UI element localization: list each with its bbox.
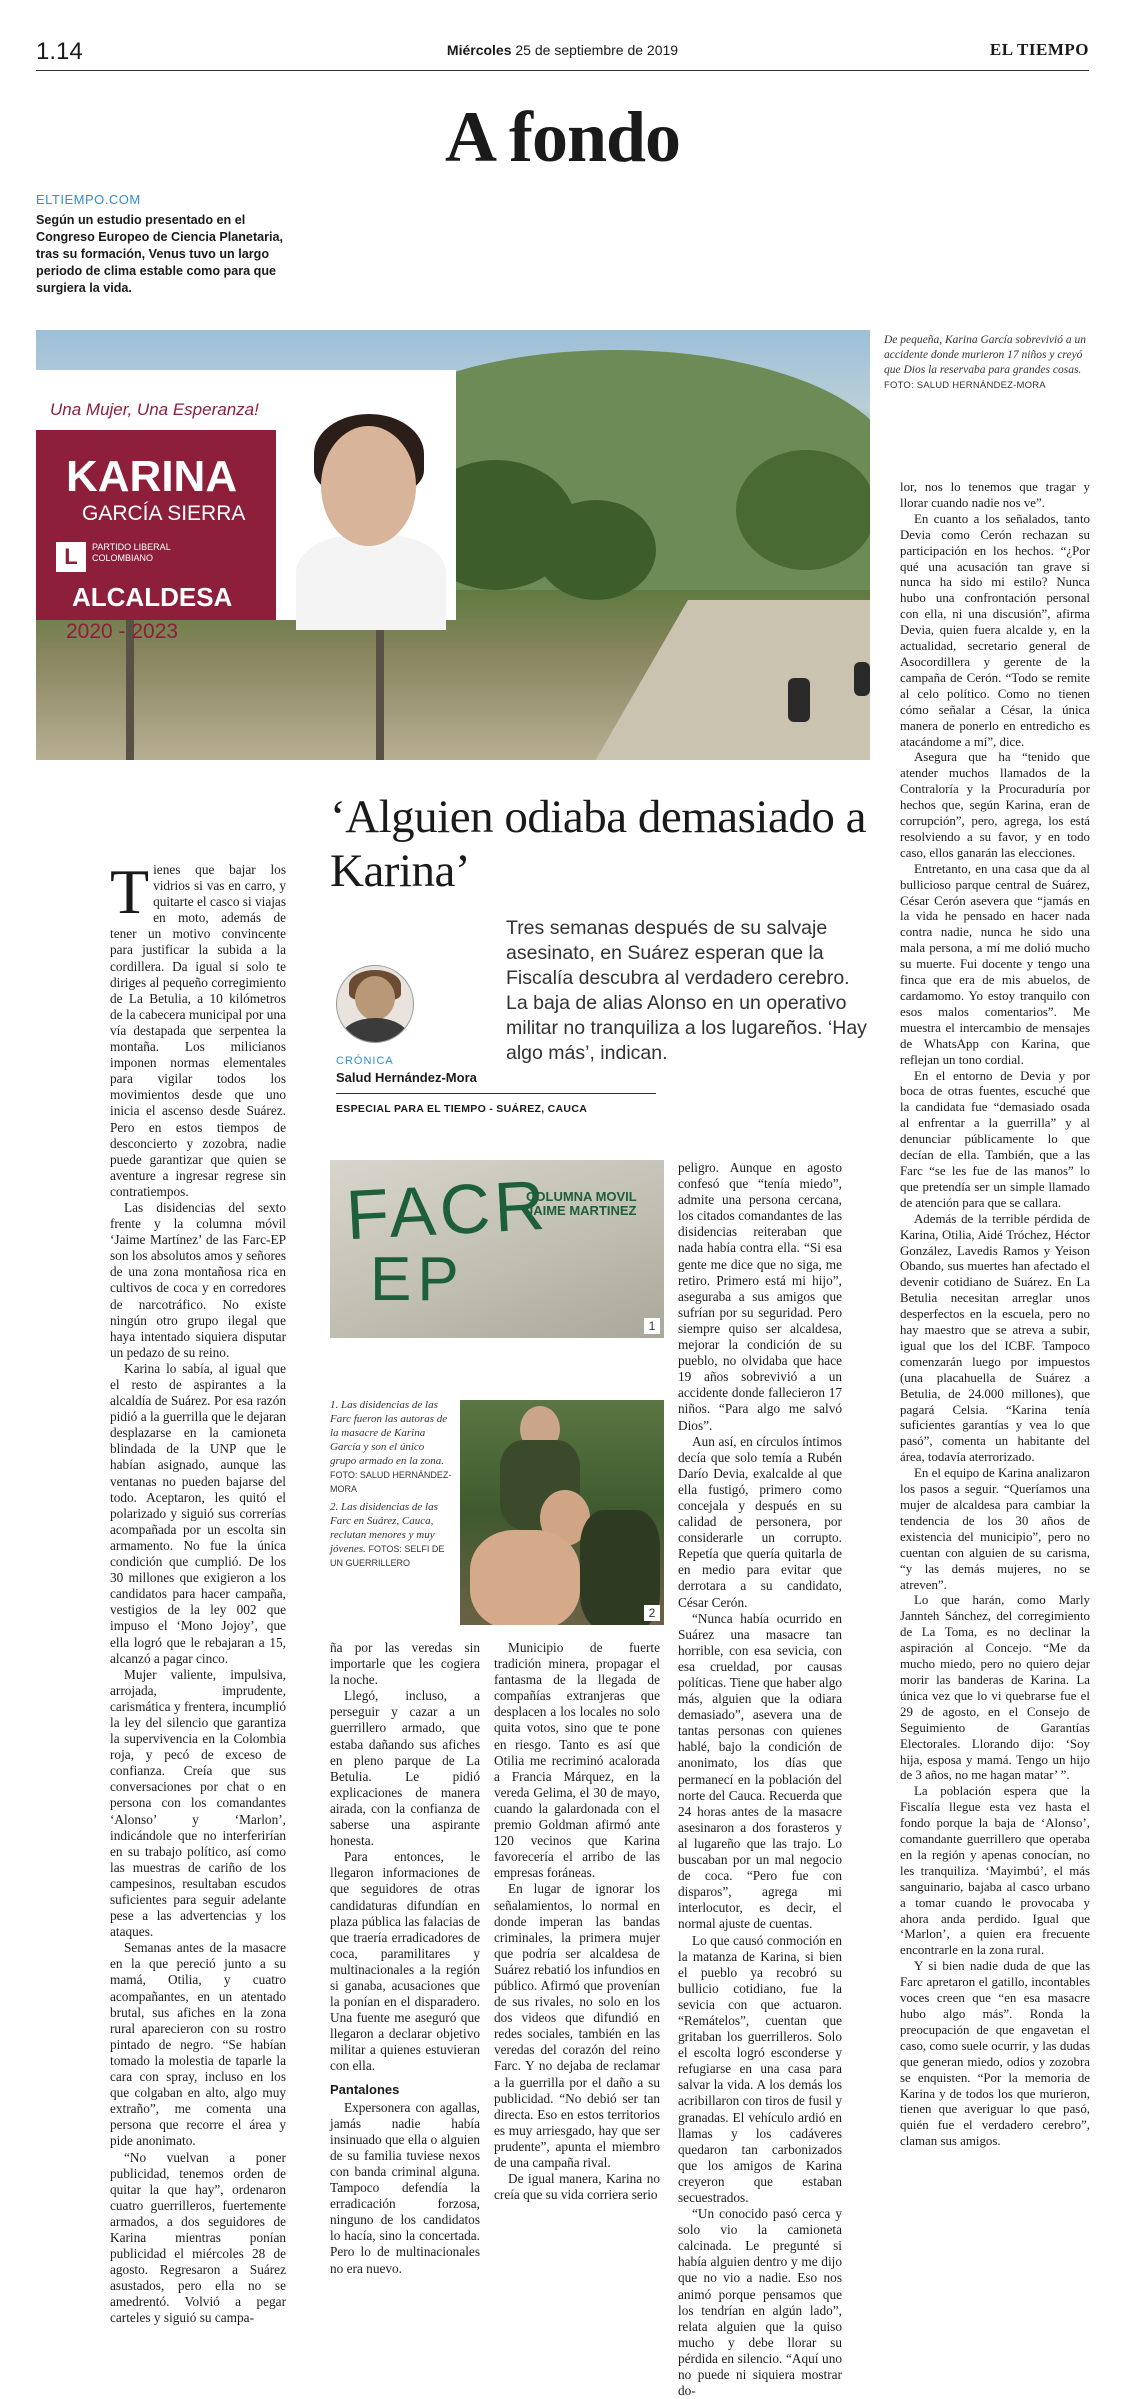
paragraph: Aun así, en círculos íntimos decía que solo temía a Rubén Darío Devia, exalcalde al que ella fustigó, primero como concejala y después en su calidad de personera, por considerarle un corrupto. Repetía que quería quitarla de en medio para evitar que derrotara a su candidato, César Cerón. <box>678 1433 842 1610</box>
paragraph: Y si bien nadie duda de que las Farc apretaron el gatillo, incontables voces creen que “en esa masacre hubo algo más”. Ronda la preocupación de que engavetan el caso, como suele ocurrir, y las dudas que generan miedo, odios y zozobra se enquisten. “Por la memoria de Karina y de todos los que murieron, tienen que averiguar lo que pasó, quién fue el verdadero cerebro”, claman sus amigos. <box>900 1959 1090 2149</box>
promo-text: Según un estudio presentado en el Congreso Europeo de Ciencia Planetaria, tras su formación, Venus tuvo un largo periodo de clima estable como para que surgiera la vida. <box>36 213 284 295</box>
article-column-1: Tienes que bajar los vidrios si vas en carro, y quitarte el casco si viajas en moto, además de tener un motivo convincente para justificar la subida a la cordillera. Da igual si solo te diriges al pequeño corregimiento de La Betulia, a 10 kilómetros de la cabecera municipal por una vía destapada que serpentea la montaña. Los milicianos imponen normas elementales para vigilar todos los movimientos desde que uno inicia el ascenso desde Suárez. Pero en estos tiempos de desconcierto y zozobra, nadie puede garantizar que quien se aventure a ingresar regrese sin contratiempos. Las disidencias del sexto frente y la columna móvil ‘Jaime Martínez’ de las Farc-EP son los absolutos amos y señores de una zona montañosa rica en cultivos de coca y en corredores de narcotráfico. No existe ningún otro grupo ilegal que haya intentado siquiera disputar un pedazo de su reino. Karina lo sabía, al igual que el resto de aspirantes a la alcaldía de Suárez. Por esa razón pidió a la guerrilla que le dejaran desplazarse en la camioneta blindada de la UNP que le habían asignado, aunque las ventanas no pueden bajarse del todo. Aceptaron, les quitó el polarizado y siguió sus correrías acompañada por un escolta sin armamento. No fue la única condición que cumplió. De los 30 millones que exigieron a los candidatos para hacer campaña, vestigios de la ley 002 que impuso el ‘Mono Jojoy’, que ella logró que le rebajaran a 15, alcanzó a pagar cinco. Mujer valiente, impulsiva, arrojada, imprudente, carismática y frentera, incumplió la ley del silencio que garantiza la supervivencia en la Colombia roja, y pecó de exceso de confianza. Creía que sus conversaciones por chat o en persona con los comandantes ‘Alonso’ y ‘Marlon’, indicándole que no interferirían en su trabajo político, así como las muestras de cariño de los campesinos, resultaban escudos suficientes para seguir adelante pese a las advertencias y los ataques. Semanas antes de la masacre en la que pereció junto a su mamá, Otilia, y cuatro acompañantes, en un atentado brutal, sus afiches en la zona rural aparecieron con su rostro pintado de negro. “Se habían tomado la molestia de taparle la cara con spray, incluso en los que colgaban en alto, algo muy extraño”, me comenta una persona que recorre el área y pide anonimato. “No vuelvan a poner publicidad, tenemos orden de quitar la que hay”, ordenaron cuatro guerrilleros, fuertemente armados, a dos seguidores de Karina mientras ponían publicidad el miércoles 28 de agosto. Regresaron a Suárez asustados, pero ella no se amedrentó. Volvió a pegar carteles y siguió su campa- <box>110 856 287 2326</box>
paragraph: Llegó, incluso, a perseguir y cazar a un guerrillero armado, que estaba dañando sus afiches en pleno parque de La Betulia. Le pidió explicaciones de manera airada, con la confianza de saberse una aspirante honesta. <box>330 1688 480 1849</box>
photo-number-badge: 1 <box>644 1318 660 1334</box>
graffiti-small-text: COLUMNA MOVIL JAIME MARTINEZ <box>526 1189 637 1218</box>
paragraph: “Un conocido pasó cerca y solo vio la camioneta calcinada. Le pregunté si había alguien dentro y me dijo que no vio a nadie. Eso nos animó porque pensamos que los tendrían en algún lado”, relata alguien que la quiso mucho y debe llorar su pérdida en silencio. “Aquí uno no puede ni siquiera mostrar do- <box>678 2206 842 2399</box>
graffiti-text: FACR <box>344 1165 551 1255</box>
paragraph: Las disidencias del sexto frente y la columna móvil ‘Jaime Martínez’ de las Farc-EP son los absolutos amos y señores de una zona montañosa rica en cultivos de coca y en corredores de narcotráfico. No existe ningún otro grupo ilegal que haya intentado siquiera disputar un pedazo de su reino. <box>110 1199 286 1360</box>
paragraph: En lugar de ignorar los señalamientos, lo normal en donde imperan las bandas criminales, la primera mujer que podría ser alcaldesa de Suárez rebatió los infundios en público. Afirmó que provenían de sus rivales, no solo en los dos videos que difundió en redes sociales, también en las veredas del corazón del reino Farc. Y no dejaba de reclamar a la guerrilla por el daño a su publicidad. “No debió ser tan directa. Eso en estos territorios es muy arriesgado, hay que ser prudente”, apunta el miembro de una campaña rival. <box>494 1881 660 2170</box>
paragraph: Lo que causó conmoción en la matanza de Karina, si bien el pueblo ya recobró su bullicio cotidiano, fue la sevicia con que actuaron. “Remátelos”, cuentan que gritaban los guerrilleros. Solo el escolta logró esconderse y refugiarse en una casa para salvar la vida. A los demás los acribillaron con tiros de fusil y granadas. El vehículo ardió en llamas y los cadáveres quedaron tan carbonizados que los amigos de Karina creyeron que estaban secuestrados. <box>678 1932 842 2205</box>
paragraph: En el entorno de Devia y por boca de otras fuentes, escuché que la candidata fue “demasiado osada al enfrentar a la guerrilla” y al denunciar públicamente lo que decían de ella. También, que a las Farc “se les fue de las manos” lo que pretendía ser un simple llamado de atención para que se callara. <box>900 1068 1090 1210</box>
avatar-face <box>355 976 395 1020</box>
avatar-shoulders <box>341 1018 409 1043</box>
section-title: A fondo <box>444 97 681 177</box>
dropcap: T <box>110 856 150 927</box>
author-byline: Salud Hernández-Mora <box>336 1070 477 1085</box>
paragraph: Además de la terrible pérdida de Karina, Otilia, Aidé Tróchez, Héctor González, Lavedis Ramos y Yeison Obando, sus muertes han afectado el devenir cotidiano de Suárez. En La Betulia necesitan arreglar unos desperfectos en la escuela, pero no hay maestro que se atreva a subir, igual que los del ICBF. Tampoco comenzarán luego por impuestos (una placahuella de Suárez a Betulia, de 24.000 millones), que pagará Celsia. “Karina tenía suficientes garantías y vea lo que pasó”, comenta un habitante del área, todavía aterrorizado. <box>900 1211 1090 1465</box>
paragraph: De igual manera, Karina no creía que su vida corriera serio <box>494 2171 660 2203</box>
paragraph: peligro. Aunque en agosto confesó que “tenía miedo”, admite una persona cercana, los citados comandantes de las disidencias reiteraban que nada había contra ella. “Si esa gente me dice que no siga, me retiro. Primero está mi hijo”, aseguraba a sus amigos que sufrían por su seguridad. Pero siempre quiso ser alcaldesa, mejorar la condición de su pueblo, no olvidaba que hace 19 años sobrevivió a un accidente donde fallecieron 17 niños. “Para algo me salvó Dios”. <box>678 1160 842 1433</box>
billboard-party: PARTIDO LIBERAL COLOMBIANO <box>92 542 171 563</box>
motorcycle-shape <box>854 662 870 696</box>
main-photo-credit: FOTO: SALUD HERNÁNDEZ-MORA <box>884 380 1046 391</box>
paragraph: En el equipo de Karina analizaron los pasos a seguir. “Queríamos una mujer de alcaldesa para cambiar la tendencia de los 30 años de existencia del municipio”, pero no cuentan con alguien de su carisma, “y las demás mujeres, no se atreven”. <box>900 1466 1090 1592</box>
newspaper-logo: EL TIEMPO <box>989 40 1089 59</box>
paragraph: lor, nos lo tenemos que tragar y llorar cuando nadie nos ve”. <box>900 480 1090 510</box>
campaign-billboard <box>36 370 456 643</box>
billboard-office: ALCALDESA <box>72 582 233 612</box>
guerrilla-selfie-photo <box>460 1400 664 1625</box>
paragraph: “No vuelvan a poner publicidad, tenemos orden de quitar la que hay”, ordenaron cuatro guerrilleros, fuertemente armados, a dos seguidores de Karina mientras ponían publicidad el miércoles 28 de agosto. Regresaron a Suárez asustados, pero ella no se amedrentó. Volvió a pegar carteles y siguió su campa- <box>110 2149 286 2326</box>
paragraph: “Nunca había ocurrido en Suárez una masacre tan horrible, con esa sevicia, con esa crueldad, por causas políticas. Tiene que haber algo más, alguien que la odiara demasiado”, asevera una de tantas personas con quienes hablé, bajo la condición de anonimato, los días que permanecí en la población del norte del Cauca. Recuerda que 24 horas antes de la masacre asesinaron a dos forasteros y al lugareño que las trajo. Lo buscaban por un mal negocio de coca. “Pero fue con disparos”, agrega mi interlocutor, es decir, el normal ajuste de cuentas. <box>678 1610 842 1932</box>
paragraph: Para entonces, le llegaron informaciones de que seguidores de otras candidaturas difundían en plaza pública las falacias de que traería erradicadores de coca, paramilitares y multinacionales a la región si ganaba, acusaciones que la ponían en el disparadero. Una fuente me aseguró que llegaron a declarar objetivo militar a quienes estuvieran con ella. <box>330 1849 480 2074</box>
subhead: Pantalones <box>330 2081 400 2097</box>
paragraph: Mujer valiente, impulsiva, arrojada, imprudente, carismática y frentera, incumplió la ley del silencio que garantiza la supervivencia en la Colombia roja, y pecó de exceso de confianza. Creía que sus conversaciones por chat o en persona con los comandantes ‘Alonso’ y ‘Marlon’, indicándole que no interferirían en su trabajo político, así como las muestras de cariño de los campesinos, resultaban escudos suficientes para seguir adelante pese a las advertencias y los ataques. <box>110 1666 286 1940</box>
paragraph: Karina lo sabía, al igual que el resto de aspirantes a la alcaldía de Suárez. Por esa razón pidió a la guerrilla que le dejaran desplazarse en la camioneta blindada de la UNP que le habían asignado, aunque las ventanas no pueden bajarse del todo. Aceptaron, les quitó el polarizado y siguió sus correrías acompañada por un escolta sin armamento. No fue la única condición que cumplió. De los 30 millones que exigieron a los candidatos para hacer campaña, vestigios de la ley 002 que impuso el ‘Mono Jojoy’, que ella logró que le rebajaran a 15, alcanzó a pagar cinco. <box>110 1360 286 1666</box>
paragraph: Municipio de fuerte tradición minera, propagar el fantasma de la llegada de compañías extranjeras que desplacen a los locales no solo quita votos, sino que te pone en riesgo. Tanto es así que Otilia me recriminó acalorada a Francia Márquez, en la vereda Gelima, el 30 de mayo, cuando la galardonada con el premio Goldman afirmó ante 120 vecinos que Karina favorecería el arribo de las empresas foráneas. <box>494 1640 660 1881</box>
dateline: ESPECIAL PARA EL TIEMPO - SUÁREZ, CAUCA <box>336 1103 588 1115</box>
road-shape <box>584 600 870 760</box>
tree-shape <box>536 500 656 600</box>
photo-number-badge: 2 <box>644 1605 660 1621</box>
paragraph: Lo que harán, como Marly Jannteh Sánchez, del corregimiento de La Toma, es no declinar la aspiración al Concejo. “Me da mucho miedo, pero no quiero dejar morir las banderas de Karina. La única vez que lo vi quebrarse fue el 29 de agosto, en el Consejo de Seguimiento de Garantías Electorales. Llorando dijo: ‘Soy hija, esposa y mamá. Tengo un hijo de 3 años, no me hagan matar’ ”. <box>900 1593 1090 1783</box>
billboard-surname: GARCÍA SIERRA <box>82 502 246 525</box>
photo-caption-2: 2. Las disidencias de las Farc en Suárez, Cauca, reclutan menores y muy jóvenes. FOTOS: SELFI DE UN GUERRILLERO <box>330 1501 445 1568</box>
article-column-4 <box>678 1160 842 2399</box>
candidate-body <box>296 535 446 630</box>
photo-caption-1: 1. Las disidencias de las Farc fueron las autoras de la masacre de Karina García y son el único grupo armado en la zona. FOTO: SALUD HERNÁNDEZ-MORA <box>330 1399 452 1494</box>
graffiti-photo <box>330 1160 664 1338</box>
paragraph: Semanas antes de la masacre en la que pereció junto a su mamá, Otilia, y cuatro acompañantes, en un atentado brutal, sus afiches en la zona rural aparecieron con su rostro pintado de negro. “Se habían tomado la molestia de taparle la cara con spray, incluso en los que colgaban en alto, algo muy extraño”, me comenta una persona que recorre el área y pide anonimato. <box>110 1940 286 2149</box>
inner-photo-captions <box>330 1398 452 1570</box>
page-number: 1.14 <box>36 38 83 65</box>
paragraph: Expersonera con agallas, jamás nadie había insinuado que ella o alguien de su familia tuviese nexos con banda criminal alguna. Tampoco defendía la erradicación forzosa, ninguno de los candidatos lo hacía, sino la concertada. Pero lo de multinacionales no era nuevo. <box>330 2099 480 2276</box>
article-column-5 <box>900 480 1090 2150</box>
main-photo <box>36 330 870 760</box>
promo-site-link[interactable]: ELTIEMPO.COM <box>36 192 141 207</box>
candidate-face <box>321 426 416 546</box>
billboard-slogan: Una Mujer, Una Esperanza! <box>50 400 259 419</box>
billboard-post <box>376 620 384 760</box>
paragraph: Entretanto, en una casa que da al bullicioso parque central de Suárez, César Cerón asevera que “jamás en la vida he pensado en hacer nada contra nadie, nunca he sido una mala persona, a mí me dolió mucho su muerte. Fui docente y tengo una finca que era de mis abuelos, de cardamomo. Yo estoy tranquilo con esos malos comentarios”. Me muestra el intercambio de mensajes de WhatsApp con Karina, que reflejan un tono cordial. <box>900 861 1090 1067</box>
paragraph: Asegura que ha “tenido que atender muchos llamados de la Contraloría y la Procuraduría por hechos que, según Karina, eran de corrupción”, pero, agrega, los está resolviendo a su favor, y en todo caso, ellos ganarán las elecciones. <box>900 750 1090 860</box>
party-logo-icon: L <box>56 542 86 572</box>
article-headline: ‘Alguien odiaba demasiado a Karina’ <box>330 791 866 897</box>
paragraph: ña por las veredas sin importarle que les cogiera la noche. <box>330 1640 480 1688</box>
person-shape <box>470 1530 580 1625</box>
graffiti-text: EP <box>370 1245 465 1314</box>
paragraph: En cuanto a los señalados, tanto Devia como Cerón rechazan su participación en los hechos. “¿Por qué una acusación tan grave si nunca ha sido mi estilo? Nunca hubo una confrontación personal con ella, ni una discusión”, afirma Devia, quien fuera alcalde y, en la actualidad, secretario general de Asocordillera y gerente de la campaña de Cerón. “Todo se remite al celo político. Como no tienen cómo señalar a César, la única manera de ponerlo en entredicho es atacándome a mí”, dice. <box>900 511 1090 749</box>
header-divider <box>36 70 1089 71</box>
billboard-name: KARINA <box>66 452 238 501</box>
author-avatar <box>336 965 414 1043</box>
main-photo-caption: De pequeña, Karina García sobrevivió a un accidente donde murieron 17 niños y creyó que Dios la reservaba para grandes cosas. FOTO: SALUD HERNÁNDEZ-MORA <box>884 334 1086 391</box>
article-column-3 <box>494 1640 660 2203</box>
issue-date: Miércoles 25 de septiembre de 2019 <box>446 42 679 58</box>
motorcycle-shape <box>788 678 810 722</box>
billboard-years: 2020 - 2023 <box>66 620 179 643</box>
article-genre: CRÓNICA <box>336 1055 394 1067</box>
tree-shape <box>736 450 870 570</box>
article-deck: Tres semanas después de su salvaje asesinato, en Suárez esperan que la Fiscalía descubra al verdadero cerebro. La baja de alias Alonso en un operativo militar no tranquiliza a los lugareños. ‘Hay algo más’, indican. <box>506 917 867 1064</box>
article-column-2 <box>330 1640 480 2277</box>
byline-divider <box>336 1093 656 1094</box>
paragraph: La población espera que la Fiscalía llegue esta vez hasta el fondo porque la baja de ‘Alonso’, comandante guerrillero que operaba en la región y apenas conocían, no les tranquiliza. ‘Mayimbú’, el más sanguinario, bajaba al casco urbano a tomar cuando le provocaba y ahora anda perdido. Igual que ‘Marlon’, a quien era frecuente encontrarle en la zona rural. <box>900 1784 1090 1958</box>
